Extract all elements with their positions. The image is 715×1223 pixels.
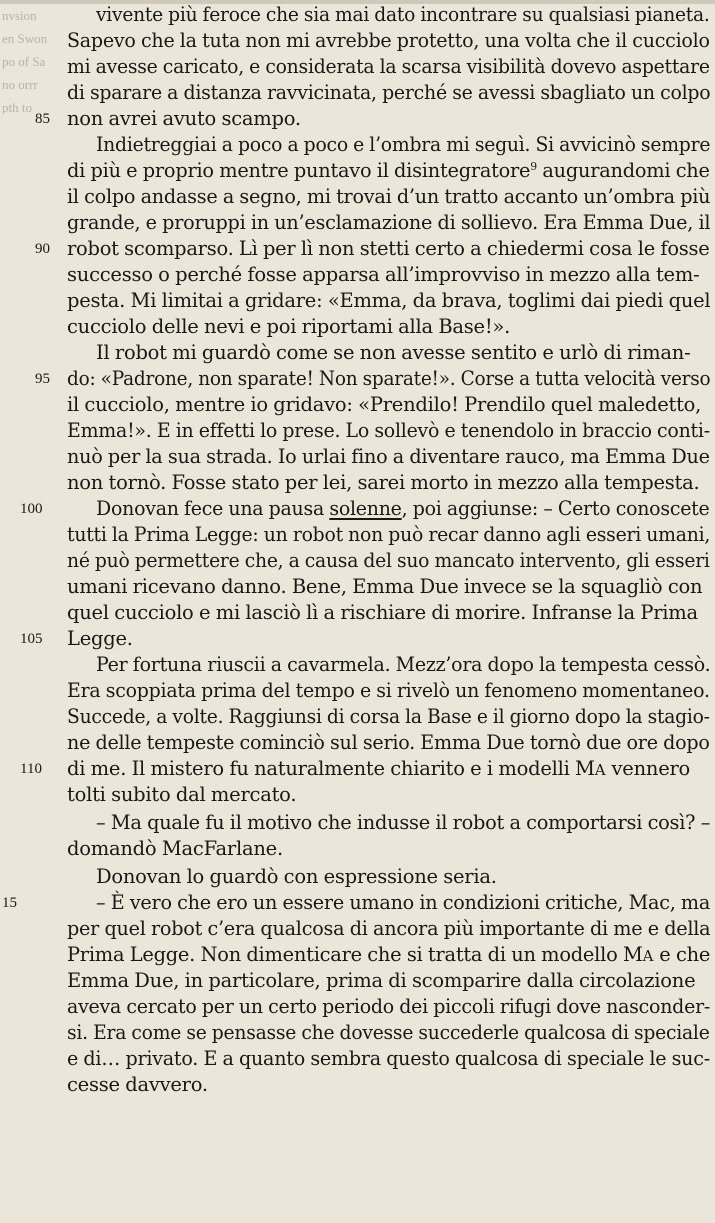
underlined-word: solenne xyxy=(329,497,402,520)
text-line: Il robot mi guardò come se non avesse sentito e urlò di riman- xyxy=(96,341,691,364)
text-line: né può permettere che, a causa del suo mancato intervento, gli esseri xyxy=(67,549,710,572)
text-line: Prima Legge. Non dimenticare che si tratta di un modello MA e che xyxy=(67,943,711,966)
text-line: Sapevo che la tuta non mi avrebbe protetto, una volta che il cucciolo xyxy=(67,29,710,52)
text-line: grande, e proruppi in un’esclamazione di sollievo. Era Emma Due, il xyxy=(67,211,711,234)
line-number: 105 xyxy=(20,631,43,647)
text-line: Succede, a volte. Raggiunsi di corsa la Base e il giorno dopo la stagio- xyxy=(67,705,710,728)
text-line: di sparare a distanza ravvicinata, perché se avessi sbagliato un colpo xyxy=(67,81,711,104)
text-line: tolti subito dal mercato. xyxy=(67,783,297,806)
text-line: e di… privato. E a quanto sembra questo qualcosa di speciale le suc- xyxy=(67,1047,710,1070)
text-line: tutti la Prima Legge: un robot non può recar danno agli esseri umani, xyxy=(67,523,711,546)
text-line: quel cucciolo e mi lasciò lì a rischiare di morire. Infranse la Prima xyxy=(67,601,698,624)
text-line: il cucciolo, mentre io gridavo: «Prendilo! Prendilo quel maledetto, xyxy=(67,393,702,416)
text-line: do: «Padrone, non sparate! Non sparate!». Corse a tutta velocità verso xyxy=(67,367,711,390)
text-line: per quel robot c’era qualcosa di ancora più importante di me e della xyxy=(67,917,711,940)
bleed-through-text: nvsion en Swon po of Sa no orrr pth to xyxy=(2,8,48,114)
text-line: ne delle tempeste cominciò sul serio. Emma Due tornò due ore dopo xyxy=(67,731,710,754)
text-line: aveva cercato per un certo periodo dei piccoli rifugi dove nasconder- xyxy=(67,995,711,1018)
text-line: Indietreggiai a poco a poco e l’ombra mi seguì. Si avvicinò sempre xyxy=(96,133,711,156)
text-line: vivente più feroce che sia mai dato incontrare su qualsiasi pianeta. xyxy=(96,3,710,26)
text-line: – È vero che ero un essere umano in condizioni critiche, Mac, ma xyxy=(96,891,711,914)
text-line: non tornò. Fosse stato per lei, sarei morto in mezzo alla tempesta. xyxy=(67,471,700,494)
text-line: il colpo andasse a segno, mi trovai d’un tratto accanto un’ombra più xyxy=(67,185,711,208)
text-line: – Ma quale fu il motivo che indusse il robot a comportarsi così? – xyxy=(96,811,711,834)
text-line: Donovan lo guardò con espressione seria. xyxy=(96,865,497,888)
text-line: Per fortuna riuscii a cavarmela. Mezz’ora dopo la tempesta cessò. xyxy=(96,653,711,676)
text-line: cucciolo delle nevi e poi riportami alla Base!». xyxy=(67,315,511,338)
text-line: di più e proprio mentre puntavo il disintegratore$^9$ augurandomi che xyxy=(67,159,710,182)
text-line: robot scomparso. Lì per lì non stetti certo a chiedermi cosa le fosse xyxy=(67,237,710,260)
text-line: successo o perché fosse apparsa all’improvviso in mezzo alla tem- xyxy=(67,263,700,286)
text-line: non avrei avuto scampo. xyxy=(67,107,301,130)
text-line: di me. Il mistero fu naturalmente chiarito e i modelli MA vennero xyxy=(67,757,691,780)
text-line: si. Era come se pensasse che dovesse succederle qualcosa di speciale xyxy=(67,1021,710,1044)
line-number: 85 xyxy=(35,111,50,127)
text-line: Legge. xyxy=(67,627,133,650)
text-line: mi avesse caricato, e considerata la scarsa visibilità dovevo aspettare xyxy=(67,55,710,78)
text-line: Emma!». E in effetti lo prese. Lo sollevò e tenendolo in braccio conti- xyxy=(67,419,710,442)
text-line: Era scoppiata prima del tempo e si rivelò un fenomeno momentaneo. xyxy=(67,679,710,702)
text-line: Donovan fece una pausa solenne, poi aggiunse: – Certo conoscete xyxy=(96,497,710,520)
text-line: nuò per la sua strada. Io urlai fino a diventare rauco, ma Emma Due xyxy=(67,445,710,468)
text-line: pesta. Mi limitai a gridare: «Emma, da brava, toglimi dai piedi quel xyxy=(67,289,711,312)
line-number: 90 xyxy=(35,241,50,257)
line-number: 15 xyxy=(2,895,17,911)
line-number: 95 xyxy=(35,371,50,387)
line-number: 110 xyxy=(20,761,42,777)
text-line: umani ricevano danno. Bene, Emma Due invece se la squagliò con xyxy=(67,575,703,598)
text-line: Emma Due, in particolare, prima di scomparire dalla circolazione xyxy=(67,969,696,992)
text-line: cesse davvero. xyxy=(67,1073,208,1096)
text-line: domandò MacFarlane. xyxy=(67,837,283,860)
footnote-ref: 9 xyxy=(530,160,537,173)
line-number: 100 xyxy=(20,501,43,517)
